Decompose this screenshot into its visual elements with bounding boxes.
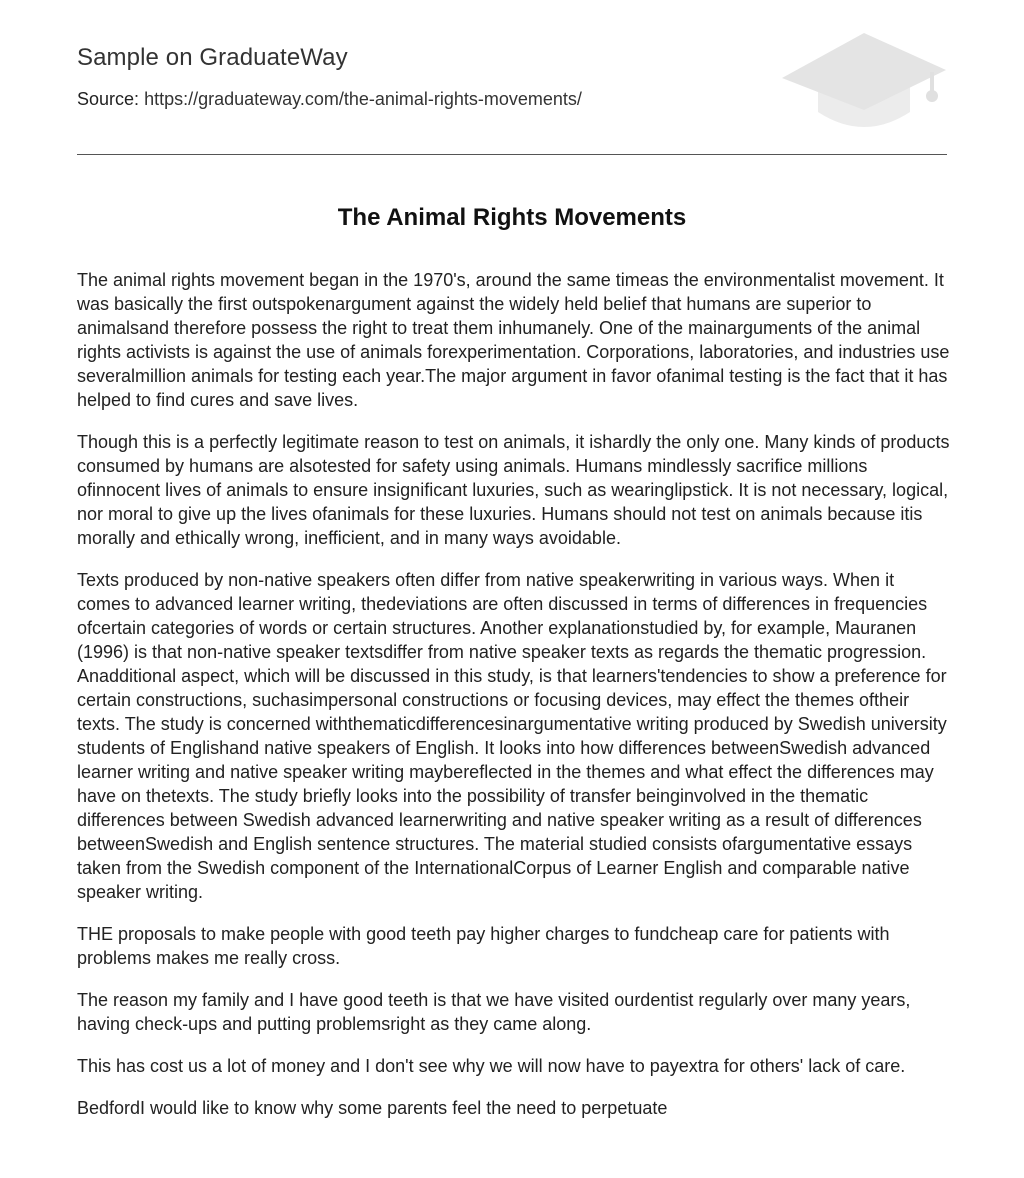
paragraph: BedfordI would like to know why some parents feel the need to perpetuate [77,1098,668,1118]
page-header [77,0,947,156]
graduation-cap-icon [780,30,948,134]
paragraph: THE proposals to make people with good teeth pay higher charges to fundcheap care for patients with problems makes me really cross. [77,924,890,968]
paragraph: The animal rights movement began in the 1970's, around the same timeas the environmentalist movement. It was basically the first outspokenargument against the widely held belief that humans are superior to animalsand therefore possess the right to treat them inhumanely. One of the mainarguments of the animal rights activists is against the use of animals forexperimentation. Corporations, laboratories, and industries use severalmillion animals for testing each year.The major argument in favor ofanimal testing is the fact that it has helped to find cures and save lives. [77,270,950,410]
document-title: The Animal Rights Movements [337,204,687,231]
article-body [77,268,951,1138]
source-link[interactable]: https://graduateway.com/the-animal-rights-movements/ [144,89,582,109]
header-divider [77,154,947,155]
site-title: Sample on GraduateWay [77,44,348,71]
source-label: Source: [77,89,140,109]
paragraph: This has cost us a lot of money and I don't see why we will now have to payextra for others' lack of care. [77,1056,906,1076]
paragraph: Though this is a perfectly legitimate reason to test on animals, it ishardly the only one. Many kinds of products consumed by humans are alsotested for safety using animals. Humans mindlessly sacrifice millions ofinnocent lives of animals to ensure insignificant luxuries, such as wearinglipstick. It is not necessary, logical, nor moral to give up the lives ofanimals for these luxuries. Humans should not test on animals because itis morally and ethically wrong, inefficient, and in many ways avoidable. [77,432,950,548]
paragraph: Texts produced by non-native speakers often differ from native speakerwriting in various ways. When it comes to advanced learner writing, thedeviations are often discussed in terms of differences in frequencies ofcertain categories of words or certain structures. Another explanationstudied by, for example, Mauranen (1996) is that non-native speaker textsdiffer from native speaker texts as regards the thematic progression. Anadditional aspect, which will be discussed in this study, is that learners'tendencies to show a preference for certain constructions, suchasimpersonal constructions or focusing devices, may effect the themes oftheir texts. The study is concerned withthematicdifferencesinargumentative writing produced by Swedish university students of Englishand native speakers of English. It looks into how differences betweenSwedish advanced learner writing and native speaker writing maybereflected in the themes and what effect the differences may have on thetexts. The study briefly looks into the possibility of transfer beinginvolved in the thematic differences between Swedish advanced learnerwriting and native speaker writing as a result of differences betweenSwedish and English sentence structures. The material studied consists ofargumentative essays taken from the Swedish component of the InternationalCorpus of Learner English and comparable native speaker writing. [77,570,947,902]
paragraph: The reason my family and I have good teeth is that we have visited ourdentist regularly over many years, having check-ups and putting problemsright as they came along. [77,990,911,1034]
source-line [77,89,582,110]
